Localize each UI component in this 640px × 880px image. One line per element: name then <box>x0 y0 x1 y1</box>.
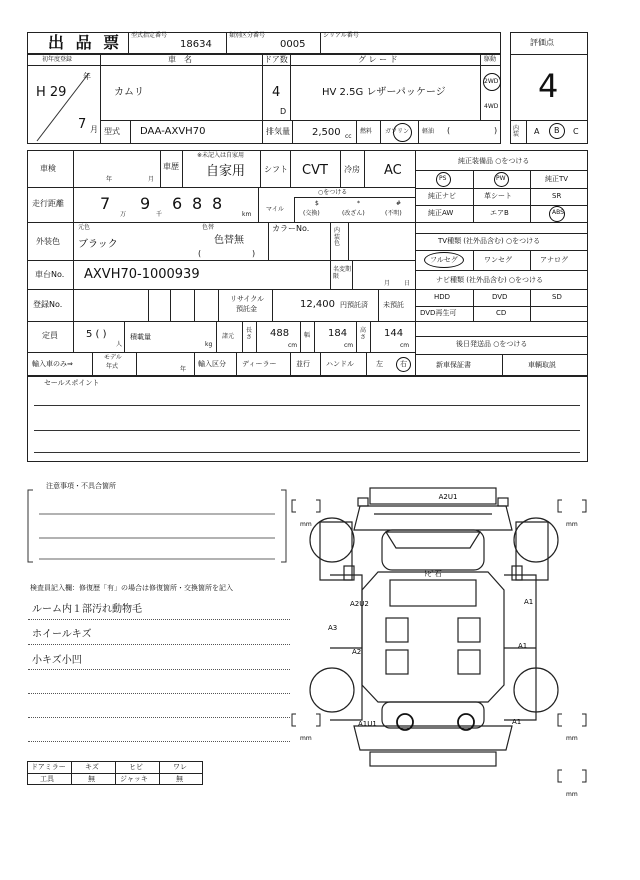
cc-unit: cc <box>345 133 352 140</box>
handle-right: 右 <box>400 360 407 368</box>
import-label: 輸入車のみ⇒ <box>32 360 73 368</box>
navi-cd: CD <box>496 309 507 317</box>
legend-value-4: 無 <box>176 775 183 783</box>
navi-hdd: HDD <box>434 293 451 301</box>
cooler-label: 冷房 <box>344 165 360 174</box>
inspection-year: 年 <box>106 176 113 183</box>
mileage-modif-2: (改ざん) <box>342 210 365 217</box>
tv-analog: アナログ <box>540 256 568 264</box>
recolor-value: 色替無 <box>214 235 244 246</box>
year-mark: 年 <box>83 72 91 81</box>
recolor-paren-close: ) <box>252 249 256 258</box>
tv-oneseg: ワンセグ <box>484 256 512 264</box>
color-no-label: カラーNo. <box>272 224 310 233</box>
orig-color-value: ブラック <box>78 239 118 250</box>
equip-abs: ABS <box>552 209 564 216</box>
first-reg-label: 初年度登録 <box>42 56 73 63</box>
score-value: 4 <box>538 67 559 105</box>
equip-leather: 革シート <box>484 192 512 200</box>
equip-title: 純正装備品 ○をつける <box>458 157 530 165</box>
inspector-label: 検査員記入欄：修復歴「有」の場合は修復箇所・交換箇所を記入 <box>30 584 233 592</box>
sales-point-label: セールスポイント <box>44 379 100 387</box>
navi-type-title: ナビ種類 (社外品含む) ○をつける <box>436 276 544 284</box>
inspection-month: 月 <box>148 176 155 183</box>
month-mark: 月 <box>90 125 98 134</box>
model-year-label-2: 年式 <box>106 363 119 370</box>
mileage-sen: 千 <box>156 211 163 218</box>
notes-label: 注意事項・不具合箇所 <box>46 482 116 490</box>
equip-pw: PW <box>496 175 506 182</box>
import-class-label: 輸入区分 <box>198 360 226 368</box>
label-a1-back: A1 <box>512 718 522 726</box>
equip-aw: 純正AW <box>428 209 454 217</box>
label-a1-rear: A1 <box>518 642 528 650</box>
car-name-value: カムリ <box>114 87 144 98</box>
capacity-label: 定員 <box>42 331 58 340</box>
equip-navi: 純正ナビ <box>428 192 456 200</box>
name-change-label: 名変期限 <box>333 266 352 281</box>
grade-label: グ レ ー ド <box>358 55 398 64</box>
fuel-value: ガソリン <box>385 128 410 135</box>
history-label: 車歴 <box>163 162 179 171</box>
model-value: DAA-AXVH70 <box>140 126 206 137</box>
later-warranty: 新車保証書 <box>436 361 471 369</box>
fuel-label: 燃料 <box>360 128 373 135</box>
legend-header-2: キズ <box>85 763 99 771</box>
mileage-unknown-1: # <box>396 200 402 207</box>
mm-rear-right: mm <box>566 735 578 742</box>
height-label: 高さ <box>360 327 367 341</box>
label-a3: A3 <box>328 624 338 632</box>
score-label: 評価点 <box>530 38 554 47</box>
label-a2: A2 <box>352 648 362 656</box>
capacity-value: 5 ( ) <box>86 329 107 340</box>
orig-color-label: 元色 <box>78 224 91 231</box>
recycle-amount: 12,400 <box>300 299 335 310</box>
drive-2wd: 2WD <box>484 78 499 85</box>
mm-front-left: mm <box>300 521 312 528</box>
serial-label: シリアル番号 <box>323 32 359 39</box>
first-reg-era: H 29 <box>36 85 67 100</box>
width-cm: cm <box>344 342 354 349</box>
legend-value-2: 無 <box>88 775 95 783</box>
later-manual: 車輌取説 <box>528 361 556 369</box>
navi-dvd: DVD <box>492 293 508 301</box>
mileage-exch-1: $ <box>315 200 319 207</box>
mileage-digit-3: 6 <box>172 194 183 213</box>
notes-bracket <box>27 486 287 566</box>
legend-value-1: 工具 <box>40 775 54 783</box>
navi-sd: SD <box>552 293 562 301</box>
length-cm: cm <box>288 342 298 349</box>
load-label: 積載量 <box>130 333 151 341</box>
length-label: 長さ <box>246 327 253 341</box>
recycle-not: 未預託 <box>383 301 404 309</box>
mm-front-right: mm <box>566 521 578 528</box>
name-change-month: 月 <box>384 280 391 287</box>
type-no-value: 18634 <box>180 39 212 50</box>
name-change-day: 日 <box>404 280 411 287</box>
color-label: 外装色 <box>36 237 60 246</box>
mileage-man: 万 <box>120 211 127 218</box>
interior-label: 内装 <box>513 125 520 138</box>
first-reg-month: 7 <box>78 117 87 132</box>
cooler-value: AC <box>384 163 402 178</box>
parallel-option: 並行 <box>296 360 310 368</box>
mileage-digit-4: 8 <box>192 194 203 213</box>
dims-label: 諸元 <box>222 333 235 340</box>
interior-a: A <box>534 127 540 136</box>
inspection-label: 車検 <box>40 164 56 173</box>
legend-header-4: ワレ <box>173 763 187 771</box>
equip-sr: SR <box>552 192 562 200</box>
inspector-line-1: ルーム内１部汚れ動物毛 <box>32 604 142 615</box>
model-label: 型式 <box>104 127 120 136</box>
sales-point-box <box>27 376 588 462</box>
equip-ps: PS <box>439 175 447 182</box>
oil-open: ( <box>447 126 451 135</box>
handle-left: 左 <box>376 360 383 368</box>
form-title: 出 品 票 <box>48 33 123 52</box>
mileage-km: km <box>242 211 252 218</box>
inspector-line-2: ホイールキズ <box>32 629 92 640</box>
label-roof: ﾄﾋﾞ石 <box>424 570 442 578</box>
mileage-unknown-2: (不明) <box>385 210 402 217</box>
recycle-label-1: リサイクル <box>230 295 265 303</box>
recycle-unit: 円預託済 <box>340 301 368 309</box>
later-title: 後日発送品 ○をつける <box>456 340 528 348</box>
car-name-label: 車 名 <box>168 55 192 64</box>
history-value: 自家用 <box>206 164 246 179</box>
shift-label: シフト <box>264 165 288 174</box>
history-note: ※未記入は自家用 <box>197 152 245 159</box>
mileage-digit-2: 9 <box>140 194 151 213</box>
door-type: D <box>280 107 287 116</box>
drive-label: 駆動 <box>484 56 497 63</box>
grade-value: HV 2.5G レザーパッケージ <box>322 87 446 98</box>
interior-color-label: 内装色 <box>334 227 341 248</box>
equip-airbag: エアB <box>490 209 509 217</box>
handle-label: ハンドル <box>326 360 354 368</box>
label-a1-front: A1 <box>524 598 534 606</box>
oil-label: 軽油 <box>422 128 435 135</box>
doors-label: ドア数 <box>264 55 288 64</box>
interior-c: C <box>573 127 579 136</box>
tv-type-title: TV種類 (社外品含む) ○をつける <box>438 237 541 245</box>
oil-close: ) <box>494 126 498 135</box>
chassis-value: AXVH70-1000939 <box>84 267 200 282</box>
dealer-option: ディーラー <box>242 360 277 368</box>
mileage-modif-1: * <box>357 200 360 207</box>
mileage-exch-2: (交換) <box>303 210 320 217</box>
width-label: 幅 <box>304 332 311 339</box>
legend-header-3: ヒビ <box>129 763 143 771</box>
kg-unit: kg <box>205 341 213 348</box>
label-front: A2U1 <box>438 493 458 501</box>
mile-label: マイル <box>266 206 284 213</box>
displacement-label: 排気量 <box>266 127 290 136</box>
reg-no-label: 登録No. <box>33 300 63 309</box>
mileage-label: 走行距離 <box>32 199 64 208</box>
car-damage-diagram <box>290 470 610 820</box>
shift-value: CVT <box>302 163 328 178</box>
class-no-label: 類別区分番号 <box>229 32 266 39</box>
equip-tv: 純正TV <box>545 175 569 183</box>
mileage-digit-1: 7 <box>100 194 111 213</box>
doors-value: 4 <box>272 85 281 100</box>
tv-fullseg: フルセグ <box>430 256 458 264</box>
displacement-value: 2,500 <box>312 127 341 138</box>
recolor-label: 色替 <box>202 224 215 231</box>
length-value: 488 <box>270 328 290 339</box>
interior-b: B <box>554 126 560 135</box>
mileage-digit-5: 8 <box>212 194 223 213</box>
model-year-unit: 年 <box>180 366 187 373</box>
label-a2u2: A2U2 <box>350 600 369 608</box>
recolor-paren-open: ( <box>198 249 202 258</box>
chassis-label: 車台No. <box>35 270 65 279</box>
legend-header-1: ドアミラー <box>31 763 66 771</box>
recycle-label-2: 預託金 <box>236 305 257 313</box>
navi-dvd-play: DVD再生可 <box>420 309 457 317</box>
height-value: 144 <box>384 328 404 339</box>
width-value: 184 <box>328 328 348 339</box>
height-cm: cm <box>400 342 410 349</box>
mm-rear-left: mm <box>300 735 312 742</box>
person-unit: 人 <box>116 341 123 348</box>
mileage-circle-note: ○をつける <box>318 189 348 196</box>
label-a1u1: A1U1 <box>358 720 377 728</box>
model-year-label-1: モデル <box>104 354 122 361</box>
mm-bottom: mm <box>566 791 578 798</box>
type-no-label: 型式指定番号 <box>131 32 168 39</box>
drive-4wd: 4WD <box>484 103 499 110</box>
class-no-value: 0005 <box>280 39 306 50</box>
legend-value-3: ジャッキ <box>120 775 148 783</box>
inspector-line-3: 小キズ小凹 <box>32 655 82 666</box>
